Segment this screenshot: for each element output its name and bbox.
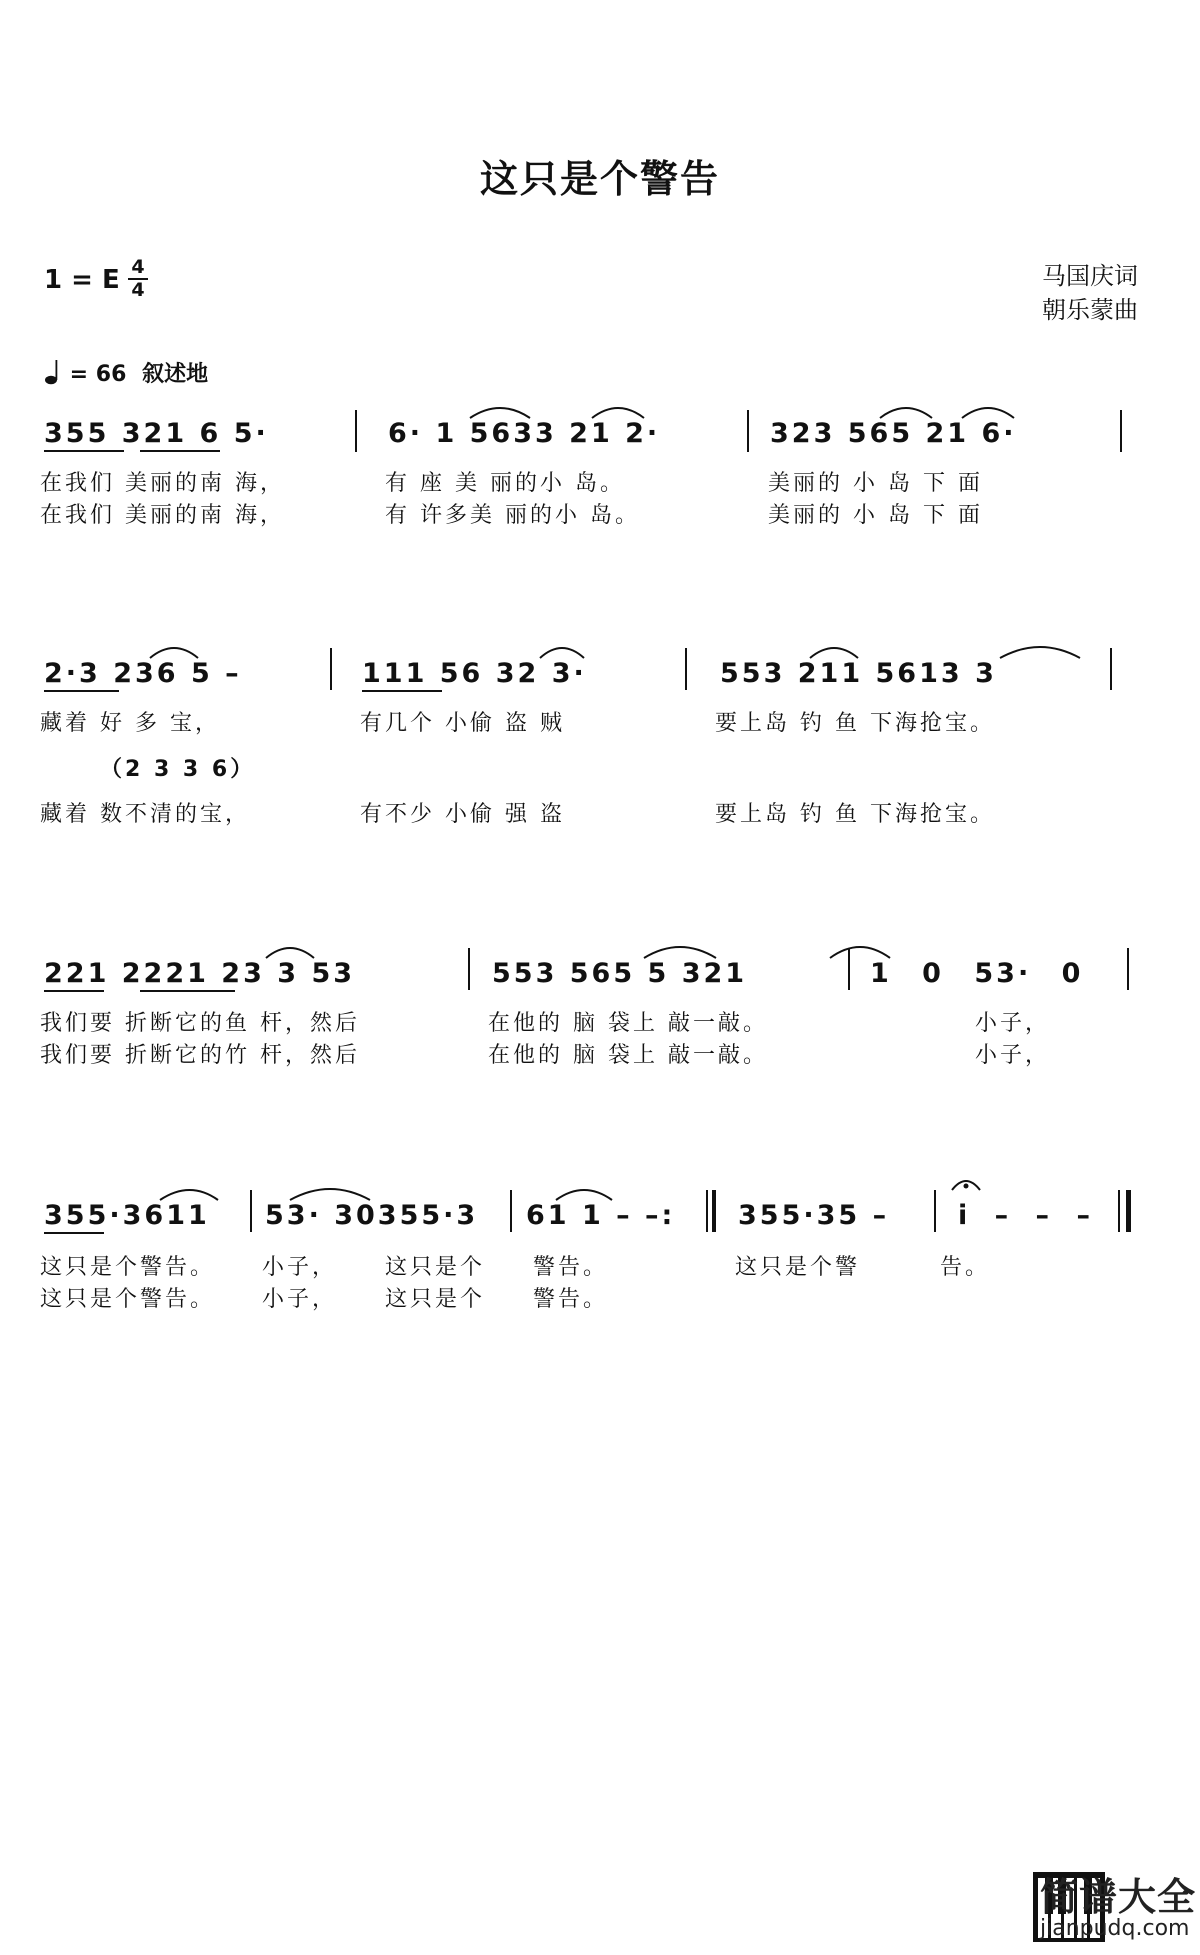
row1-barline1 [355, 410, 357, 452]
row2-beam [362, 690, 442, 692]
row4-final-thin [1118, 1190, 1120, 1232]
row3-lyrics1-m2: 在他的 脑 袋上 敲一敲。 [488, 1011, 768, 1036]
row4-final-thick [1126, 1190, 1131, 1232]
row4-beam [44, 1232, 104, 1234]
row3-measure2-notes: 553 565 5 321 [492, 958, 748, 989]
row3-lyrics2-m1: 我们要 折断它的竹 杆，然后 [40, 1043, 360, 1068]
watermark-name: 简谱大全 [1040, 1875, 1197, 1919]
time-signature [128, 258, 148, 300]
row1-barline2 [747, 410, 749, 452]
row3-measure3-notes: 1 0 53· 0 [870, 958, 1084, 989]
time-signature-bottom: 4 [131, 279, 145, 301]
row4-measure3-notes: 61 1 – –: [526, 1200, 676, 1231]
row1-lyrics1-m3: 美丽的 小 岛 下 面 [768, 471, 983, 496]
row3-beam [44, 990, 104, 992]
row4-measure1-notes: 355·3611 [44, 1200, 210, 1231]
row2-lyrics1-m3: 要上岛 钓 鱼 下海抢宝。 [715, 711, 995, 736]
row1-lyrics1-m2: 有 座 美 丽的小 岛。 [385, 471, 625, 496]
row4-barline2 [510, 1190, 512, 1232]
watermark-url: jianpudq.com [1040, 1916, 1190, 1941]
row2-alternate-notes: （2 3 3 6） [100, 757, 256, 782]
row4-lyrics1-m2: 小子， 这只是个 警告。 [262, 1255, 608, 1280]
row1-lyrics1-m1: 在我们 美丽的南 海， [40, 471, 285, 496]
tempo-expression: 叙述地 [142, 362, 209, 387]
row3-barline2 [848, 948, 850, 990]
time-signature-top: 4 [131, 256, 145, 278]
row1-beam [140, 450, 220, 452]
row3-barline3 [1127, 948, 1129, 990]
row2-barline2 [685, 648, 687, 690]
tempo-marking [44, 357, 208, 388]
row1-lyrics2-m3: 美丽的 小 岛 下 面 [768, 503, 983, 528]
row2-barline3 [1110, 648, 1112, 690]
row2-lyrics1-m2: 有几个 小偷 盗 贼 [360, 711, 565, 736]
row3-beam [140, 990, 235, 992]
row4-barline4 [934, 1190, 936, 1232]
row4-lyrics2-m2: 小子， 这只是个 警告。 [262, 1287, 608, 1312]
row4-lyrics1-m1: 这只是个警告。 [40, 1255, 216, 1280]
row2-lyrics2-m2: 有不少 小偷 强 盗 [360, 802, 565, 827]
row1-lyrics2-m2: 有 许多美 丽的小 岛。 [385, 503, 640, 528]
row1-measure3-notes: 323 565 21 6· [770, 418, 1017, 449]
row2-lyrics2-m1: 藏着 数不清的宝， [40, 802, 250, 827]
row4-lyrics2-m1: 这只是个警告。 [40, 1287, 216, 1312]
row1-measure1-notes: 355 321 6 5· [44, 418, 269, 449]
row3-lyrics2-m3: 小子， [975, 1043, 1051, 1068]
row4-measure2-notes: 53· 30355·3 [265, 1200, 479, 1231]
row2-measure2-notes: 111 56 32 3· [362, 658, 587, 689]
row1-measure2-notes: 6· 1 5633 21 2· [388, 418, 661, 449]
row4-barline1 [250, 1190, 252, 1232]
row2-lyrics2-m3: 要上岛 钓 鱼 下海抢宝。 [715, 802, 995, 827]
row3-lyrics1-m3: 小子， [975, 1011, 1051, 1036]
tempo-bpm: = 66 [69, 362, 127, 387]
row2-measure3-notes: 553 211 5613 3 [720, 658, 997, 689]
row3-lyrics2-m2: 在他的 脑 袋上 敲一敲。 [488, 1043, 768, 1068]
row2-measure1-notes: 2·3 236 5 – [44, 658, 242, 689]
row3-barline1 [468, 948, 470, 990]
quarter-note-icon [44, 359, 62, 385]
row2-beam [44, 690, 119, 692]
row4-repeat-end-thick [706, 1190, 708, 1232]
row4-repeat-end-bar [712, 1190, 716, 1232]
row4-measure4-notes: 355·35 – [738, 1200, 890, 1231]
row1-lyrics2-m1: 在我们 美丽的南 海， [40, 503, 285, 528]
lyricist-credit: 马国庆词 [1042, 262, 1138, 290]
row3-lyrics1-m1: 我们要 折断它的鱼 杆，然后 [40, 1011, 360, 1036]
composer-credit: 朝乐蒙曲 [1042, 296, 1138, 324]
row1-barline3 [1120, 410, 1122, 452]
row4-lyrics1-m3: 这只是个警 告。 [735, 1255, 990, 1280]
row3-measure1-notes: 221 2221 23 3 53 [44, 958, 356, 989]
page-title: 这只是个警告 [479, 156, 720, 201]
row1-beam [44, 450, 124, 452]
row4-measure5-notes: i – – – [958, 1200, 1093, 1231]
key-signature: 1 = E [44, 265, 120, 295]
row2-lyrics1-m1: 藏着 好 多 宝， [40, 711, 220, 736]
row2-barline1 [330, 648, 332, 690]
